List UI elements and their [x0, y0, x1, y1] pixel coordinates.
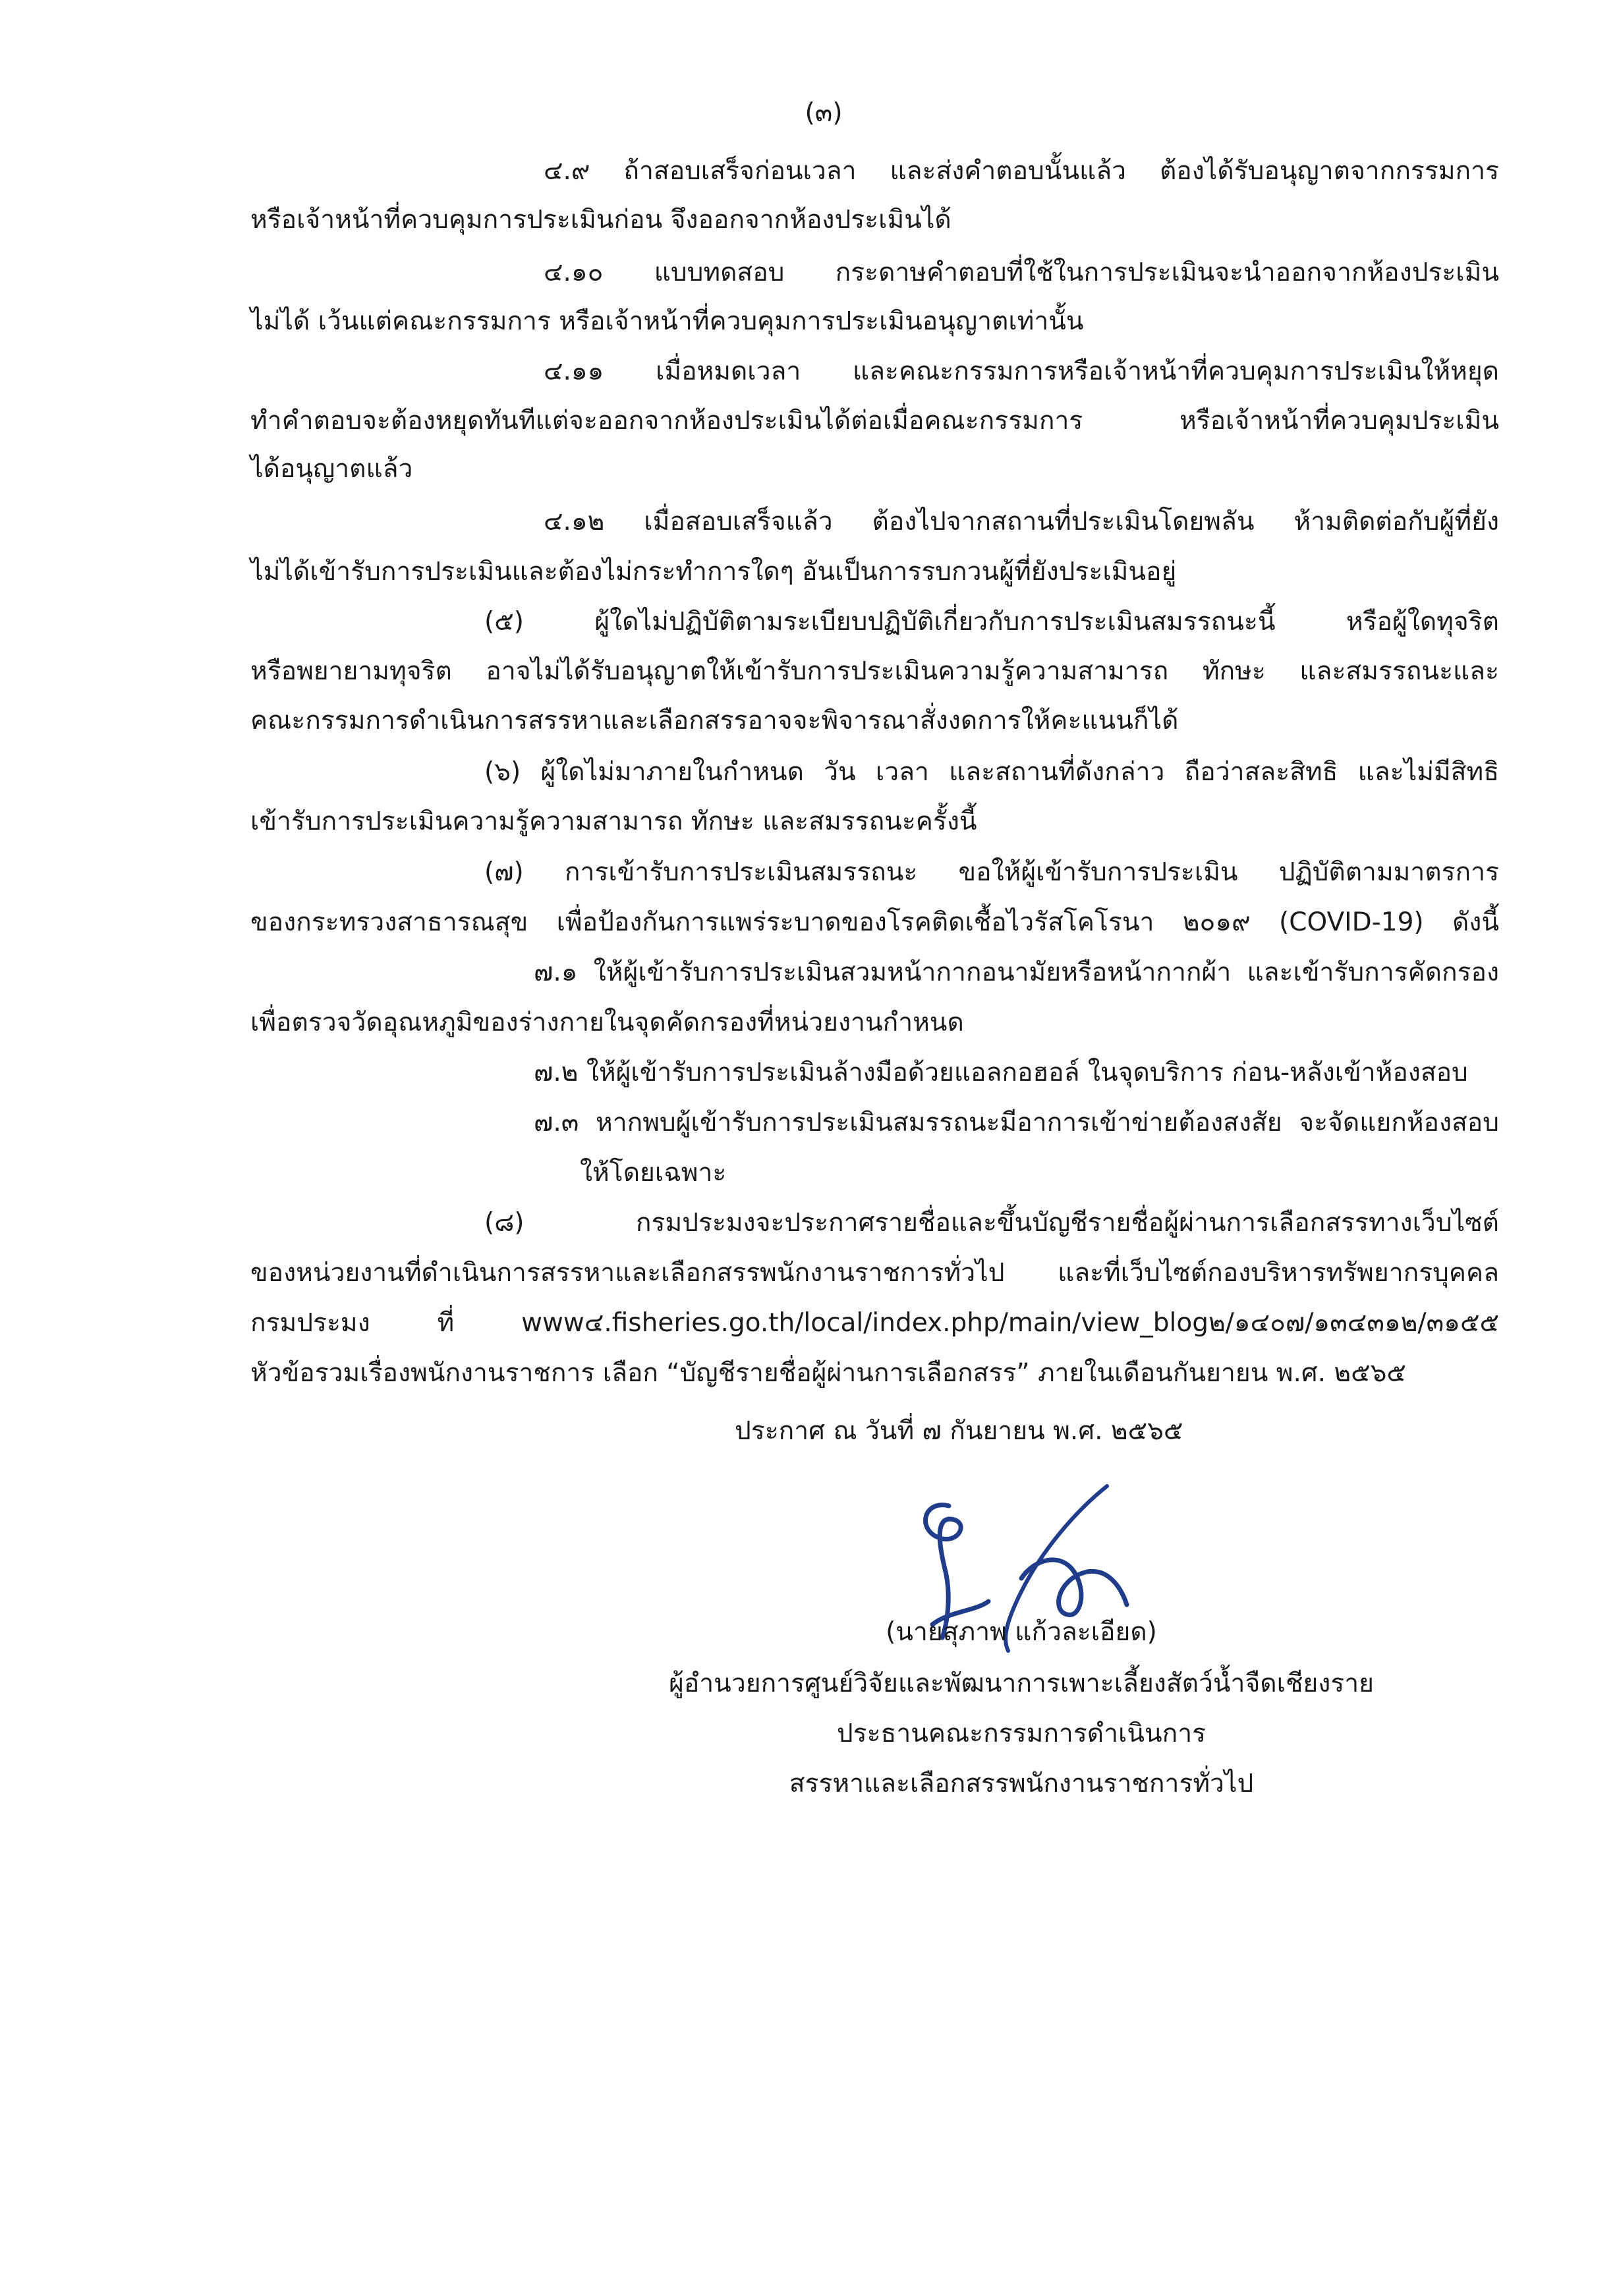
- paragraph-line: หรือพยายามทุจริต อาจไม่ได้รับอนุญาตให้เข้ารับการประเมินความรู้ความสามารถ ทักษะ และสมรรถนะและ: [250, 656, 1499, 686]
- paragraph-line: ๔.๑๒ เมื่อสอบเสร็จแล้ว ต้องไปจากสถานที่ประเมินโดยพลัน ห้ามติดต่อกับผู้ที่ยัง: [544, 507, 1499, 536]
- signer-title: ผู้อำนวยการศูนย์วิจัยและพัฒนาการเพาะเลี้ยงสัตว์น้ำจืดเชียงราย: [668, 1669, 1375, 1698]
- paragraph-line: ๔.๑๑ เมื่อหมดเวลา และคณะกรรมการหรือเจ้าหน้าที่ควบคุมการประเมินให้หยุด: [544, 357, 1499, 386]
- paragraph-line: ได้อนุญาตแล้ว: [250, 454, 413, 484]
- paragraph-line: ของกระทรวงสาธารณสุข เพื่อป้องกันการแพร่ระบาดของโรคติดเชื้อไวรัสโคโรนา ๒๐๑๙ (COVID-19) ดังนี้: [250, 907, 1499, 937]
- page-number: (๓): [805, 98, 843, 128]
- paragraph-line: หรือเจ้าหน้าที่ควบคุมการประเมินก่อน จึงออกจากห้องประเมินได้: [250, 205, 952, 235]
- signer-title: สรรหาและเลือกสรรพนักงานราชการทั่วไป: [789, 1769, 1254, 1798]
- paragraph-line: (๘) กรมประมงจะประกาศรายชื่อและขึ้นบัญชีรายชื่อผู้ผ่านการเลือกสรรทางเว็บไซต์: [484, 1208, 1499, 1238]
- paragraph-line: ไม่ได้เข้ารับการประเมินและต้องไม่กระทำการใดๆ อันเป็นการรบกวนผู้ที่ยังประเมินอยู่: [250, 557, 1177, 587]
- paragraph-line: ๗.๓ หากพบผู้เข้ารับการประเมินสมรรถนะมีอาการเข้าข่ายต้องสงสัย จะจัดแยกห้องสอบ: [534, 1108, 1499, 1137]
- paragraph-line: (๖) ผู้ใดไม่มาภายในกำหนด วัน เวลา และสถานที่ดังกล่าว ถือว่าสละสิทธิ และไม่มีสิทธิ: [484, 757, 1499, 787]
- announce-date: ประกาศ ณ วันที่ ๗ กันยายน พ.ศ. ๒๕๖๕: [735, 1416, 1183, 1446]
- signer-title: ประธานคณะกรรมการดำเนินการ: [836, 1719, 1207, 1748]
- paragraph-line: หัวข้อรวมเรื่องพนักงานราชการ เลือก “บัญชีรายชื่อผู้ผ่านการเลือกสรร” ภายในเดือนกันยายน พ.ศ. ๒๕๖๕: [250, 1358, 1406, 1388]
- paragraph-line: เพื่อตรวจวัดอุณหภูมิของร่างกายในจุดคัดกรองที่หน่วยงานกำหนด: [250, 1008, 964, 1037]
- paragraph-line: ๔.๙ ถ้าสอบเสร็จก่อนเวลา และส่งคำตอบนั้นแล้ว ต้องได้รับอนุญาตจากกรรมการ: [544, 156, 1499, 186]
- paragraph-line: กรมประมง ที่ www๔.fisheries.go.th/local/index.php/main/view_blog๒/๑๔๐๗/๑๓๔๓๑๒/๓๑๕๕: [250, 1308, 1499, 1338]
- paragraph-line: (๗) การเข้ารับการประเมินสมรรถนะ ขอให้ผู้เข้ารับการประเมิน ปฏิบัติตามมาตรการ: [484, 857, 1499, 887]
- paragraph-line: ไม่ได้ เว้นแต่คณะกรรมการ หรือเจ้าหน้าที่ควบคุมการประเมินอนุญาตเท่านั้น: [250, 306, 1084, 336]
- paragraph-line: ๗.๑ ให้ผู้เข้ารับการประเมินสวมหน้ากากอนามัยหรือหน้ากากผ้า และเข้ารับการคัดกรอง: [534, 958, 1499, 987]
- paragraph-line: ๗.๒ ให้ผู้เข้ารับการประเมินล้างมือด้วยแอลกอฮอล์ ในจุดบริการ ก่อน-หลังเข้าห้องสอบ: [534, 1058, 1468, 1087]
- signer-name: (นายสุภาพ แก้วละเอียด): [886, 1617, 1157, 1647]
- paragraph-line: ให้โดยเฉพาะ: [580, 1158, 727, 1188]
- paragraph-line: เข้ารับการประเมินความรู้ความสามารถ ทักษะ และสมรรถนะครั้งนี้: [250, 807, 977, 836]
- paragraph-line: ของหน่วยงานที่ดำเนินการสรรหาและเลือกสรรพนักงานราชการทั่วไป และที่เว็บไซต์กองบริหารทรัพยากรบุคคล: [250, 1258, 1499, 1288]
- paragraph-line: คณะกรรมการดำเนินการสรรหาและเลือกสรรอาจจะพิจารณาสั่งงดการให้คะแนนก็ได้: [250, 706, 1179, 735]
- paragraph-line: ทำคำตอบจะต้องหยุดทันทีแต่จะออกจากห้องประเมินได้ต่อเมื่อคณะกรรมการ หรือเจ้าหน้าที่ควบคุมประเมิน: [250, 406, 1499, 436]
- paragraph-line: (๕) ผู้ใดไม่ปฏิบัติตามระเบียบปฏิบัติเกี่ยวกับการประเมินสมรรถนะนี้ หรือผู้ใดทุจริต: [484, 607, 1499, 637]
- paragraph-line: ๔.๑๐ แบบทดสอบ กระดาษคำตอบที่ใช้ในการประเมินจะนำออกจากห้องประเมิน: [544, 258, 1499, 287]
